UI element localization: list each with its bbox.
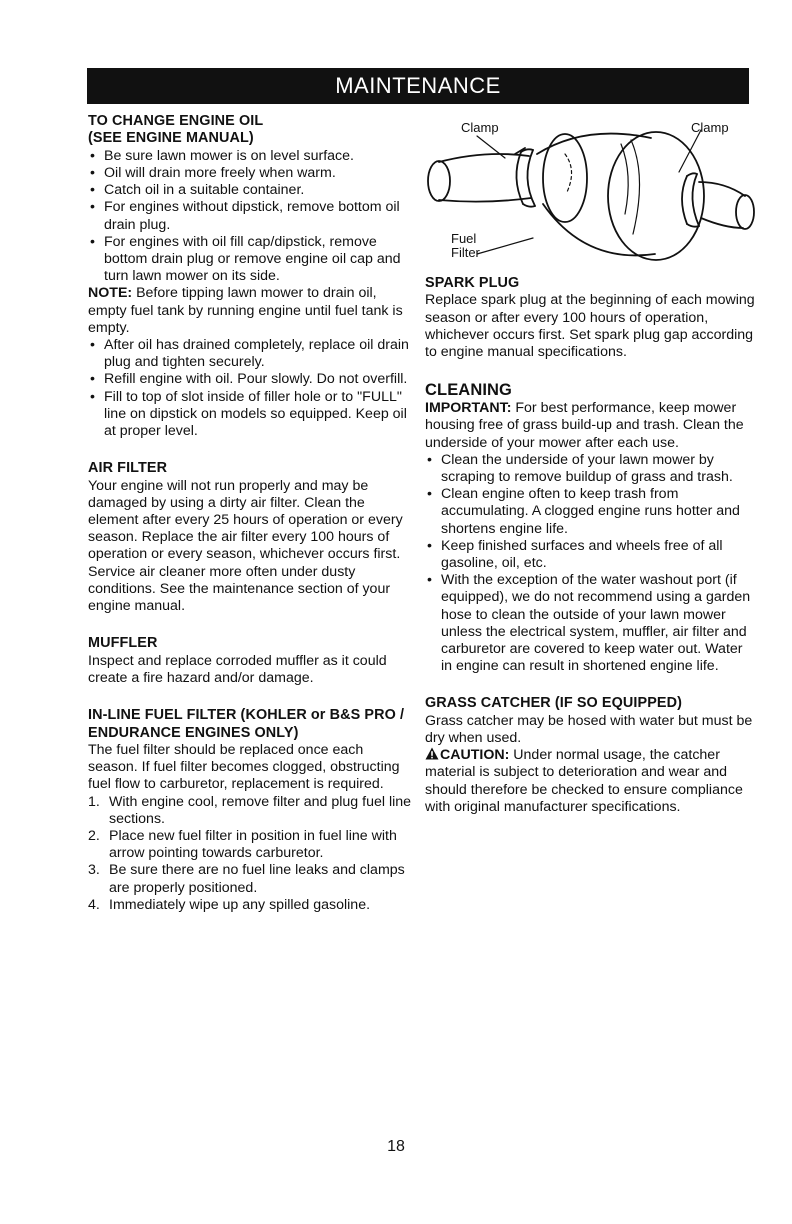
left-column [88,113,414,914]
change-oil-bullets-2 [88,337,414,440]
grass-catcher-section [425,695,755,816]
change-oil-heading: TO CHANGE ENGINE OIL (SEE ENGINE MANUAL) [88,113,264,147]
list-item: • With the exception of the water washout port (if equipped), we do not recommend using a garden hose to clean the outside of your lawn mower unless the electrical system, muffler, air filter and carburetor are covered to keep water out. Water in engine can result in shortened engine life. [425,572,755,675]
list-item: • Be sure lawn mower is on level surface. [88,148,414,165]
fuel-filter-steps [88,794,414,914]
fuel-filter-diagram [425,114,755,270]
spark-plug-text: Replace spark plug at the beginning of each mowing season or after every 100 hours of operation, whichever occurs first. Set spark plug gap according to engine manual specifications. [425,292,755,361]
spark-plug-heading: SPARK PLUG [425,275,520,291]
list-item: • Clean engine often to keep trash from accumulating. A clogged engine runs hotter and shortens engine life. [425,486,755,538]
list-item: • Keep finished surfaces and wheels free of all gasoline, oil, etc. [425,538,755,572]
clamp-left-label: Clamp [461,120,499,135]
warning-triangle-icon [425,747,439,760]
list-item: 3. Be sure there are no fuel line leaks and clamps are properly positioned. [88,862,405,896]
fuel-filter-label-line1: Fuel [451,231,477,246]
fuel-filter-heading: IN-LINE FUEL FILTER (KOHLER or B&S PRO / ENDURANCE ENGINES ONLY) [88,707,405,741]
change-oil-section [88,113,414,440]
page-number: 18 [387,1138,405,1155]
oil-note: NOTE: Before tipping lawn mower to drain oil, empty fuel tank by running engine until fuel tank is empty. [88,285,403,336]
list-item: • Refill engine with oil. Pour slowly. Do not overfill. [88,371,414,388]
fuel-filter-text: The fuel filter should be replaced once each season. If fuel filter becomes clogged, obstructing fuel flow to carburetor, replacement is required. [88,741,400,793]
list-item: • For engines without dipstick, remove bottom oil drain plug. [88,199,414,233]
banner-title: MAINTENANCE [335,73,501,98]
list-item: • After oil has drained completely, replace oil drain plug and tighten securely. [88,337,414,371]
right-column [425,114,755,816]
grass-catcher-caution: CAUTION: Under normal usage, the catcher material is subject to deterioration and wear and should therefore be checked to ensure compliance with original manufacturer specifications. [425,747,743,815]
muffler-section [88,635,414,687]
cleaning-bullets [425,452,755,676]
list-item: • Fill to top of slot inside of filler hole or to "FULL" line on dipstick on models so equipped. Keep oil at proper level. [88,389,414,441]
list-item: • Catch oil in a suitable container. [88,182,414,199]
muffler-text: Inspect and replace corroded muffler as it could create a fire hazard and/or damage. [88,652,387,686]
cleaning-important: IMPORTANT: For best performance, keep mower housing free of grass build-up and trash. Clean the underside of your mower after each use. [425,400,744,451]
fuel-filter-label-line2: Filter [451,245,480,260]
grass-catcher-heading: GRASS CATCHER (IF SO EQUIPPED) [425,695,682,712]
cleaning-section [425,381,755,675]
air-filter-heading: AIR FILTER [88,460,168,477]
air-filter-section [88,460,414,615]
list-item: • Oil will drain more freely when warm. [88,165,414,182]
fuel-filter-section [88,707,414,914]
list-item: 2. Place new fuel filter in position in fuel line with arrow pointing towards carburetor. [88,827,397,862]
section-banner [87,68,749,104]
caution-label: CAUTION: [425,747,509,763]
grass-catcher-text: Grass catcher may be hosed with water but must be dry when used. [425,712,753,747]
cleaning-heading: CLEANING [425,381,512,400]
list-item: • Clean the underside of your lawn mower by scraping to remove buildup of grass and trash. [425,452,755,486]
change-oil-bullets [88,148,414,286]
list-item: • For engines with oil fill cap/dipstick, remove bottom drain plug or remove engine oil cap and turn lawn mower on its side. [88,234,414,286]
note-label: NOTE: [88,285,133,302]
spark-plug-section [425,275,755,361]
air-filter-text: Your engine will not run properly and may be damaged by using a dirty air filter. Clean the element after every 25 hours of operation or every season. Replace the air filter every 100 hours of operation or every season, whichever occurs first. Service air cleaner more often under dusty conditions. See the maintenance section of your engine manual. [88,477,403,615]
list-item: 4. Immediately wipe up any spilled gasoline. [88,896,371,913]
important-label: IMPORTANT: [425,400,512,417]
muffler-heading: MUFFLER [88,635,158,652]
clamp-right-label: Clamp [691,120,729,135]
list-item: 1. With engine cool, remove filter and plug fuel line sections. [88,793,412,827]
